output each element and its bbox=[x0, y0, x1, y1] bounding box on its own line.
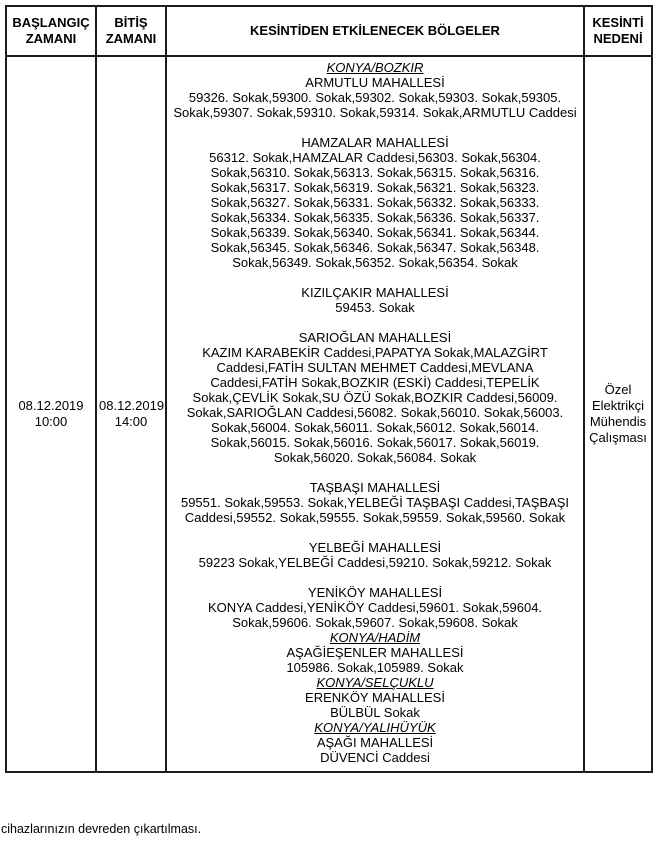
start-time-cell bbox=[6, 56, 96, 772]
neighborhood-block bbox=[172, 60, 578, 120]
district-group bbox=[172, 630, 578, 675]
outage-table bbox=[5, 5, 653, 773]
regions-cell bbox=[166, 56, 584, 772]
street-list: BÜLBÜL Sokak bbox=[330, 705, 420, 720]
neighborhood-name: KIZILÇAKIR MAHALLESİ bbox=[301, 285, 449, 300]
street-list: 105986. Sokak,105989. Sokak bbox=[286, 660, 464, 675]
neighborhood-name: SARIOĞLAN MAHALLESİ bbox=[298, 330, 452, 345]
district-heading: KONYA/YALIHÜYÜK bbox=[314, 720, 436, 735]
end-time-cell bbox=[96, 56, 166, 772]
street-list: KONYA Caddesi,YENİKÖY Caddesi,59601. Sokak,59604. Sokak,59606. Sokak,59607. Sokak,59608. Sokak bbox=[207, 600, 543, 630]
district-group bbox=[172, 60, 578, 630]
district-heading: KONYA/SELÇUKLU bbox=[316, 675, 434, 690]
street-list: 59551. Sokak,59553. Sokak,YELBEĞİ TAŞBAŞI Caddesi,TAŞBAŞI Caddesi,59552. Sokak,59555. Sokak,59559. Sokak,59560. Sokak bbox=[180, 495, 570, 525]
neighborhood-block bbox=[172, 585, 578, 630]
end-date: 08.12.2019 bbox=[99, 398, 165, 413]
start-date: 08.12.2019 bbox=[18, 398, 84, 413]
reason-cell: Özel Elektrikçi Mühendis Çalışması bbox=[584, 56, 652, 772]
district-group bbox=[172, 720, 578, 765]
street-list: KAZIM KARABEKİR Caddesi,PAPATYA Sokak,MALAZGİRT Caddesi,FATİH SULTAN MEHMET Caddesi,MEVLANA Caddesi,FATİH Sokak,BOZKIR (ESKİ) Caddesi,TEPELİK Sokak,ÇEVLİK Sokak,SU ÖZÜ Sokak,BOZKIR Caddesi,56009. Sokak,SARIOĞLAN Caddesi,56082. Sokak,56010. Sokak,56003. Sokak,56004. Sokak,56011. Sokak,56012. Sokak,56014. Sokak,56015. Sokak,56016. Sokak,56017. Sokak,56019. Sokak,56020. Sokak,56084. Sokak bbox=[186, 345, 564, 465]
neighborhood-name: AŞAĞI MAHALLESİ bbox=[316, 735, 434, 750]
end-time: 14:00 bbox=[114, 414, 148, 429]
street-list: 56312. Sokak,HAMZALAR Caddesi,56303. Sokak,56304. Sokak,56310. Sokak,56313. Sokak,56315. Sokak,56316. Sokak,56317. Sokak,56319. Sokak,56321. Sokak,56323. Sokak,56327. Sokak,56331. Sokak,56332. Sokak,56333. Sokak,56334. Sokak,56335. Sokak,56336. Sokak,56337. Sokak,56339. Sokak,56340. Sokak,56341. Sokak,56344. Sokak,56345. Sokak,56346. Sokak,56347. Sokak,56348. Sokak,56349. Sokak,56352. Sokak,56354. Sokak bbox=[209, 150, 541, 270]
neighborhood-block bbox=[172, 330, 578, 465]
neighborhood-name: ERENKÖY MAHALLESİ bbox=[305, 690, 445, 705]
header-outage-reason: KESİNTİ NEDENİ bbox=[584, 6, 652, 56]
neighborhood-block bbox=[172, 540, 578, 570]
start-time: 10:00 bbox=[34, 414, 68, 429]
district-heading: KONYA/HADİM bbox=[329, 630, 421, 645]
neighborhood-block bbox=[172, 135, 578, 270]
neighborhood-name: AŞAĞİEŞENLER MAHALLESİ bbox=[286, 645, 464, 660]
neighborhood-name: YENİKÖY MAHALLESİ bbox=[307, 585, 443, 600]
header-end-time: BİTİŞ ZAMANI bbox=[96, 6, 166, 56]
table-header-row bbox=[6, 6, 652, 56]
street-list: 59453. Sokak bbox=[335, 300, 415, 315]
neighborhood-block bbox=[172, 675, 578, 720]
neighborhood-block bbox=[172, 480, 578, 525]
neighborhood-name: ARMUTLU MAHALLESİ bbox=[305, 75, 445, 90]
table-row bbox=[6, 56, 652, 772]
street-list: DÜVENCİ Caddesi bbox=[320, 750, 430, 765]
district-group bbox=[172, 675, 578, 720]
neighborhood-block bbox=[172, 720, 578, 765]
header-start-time: BAŞLANGIÇ ZAMANI bbox=[6, 6, 96, 56]
neighborhood-block bbox=[172, 630, 578, 675]
header-affected-regions: KESİNTİDEN ETKİLENECEK BÖLGELER bbox=[166, 6, 584, 56]
street-list: 59326. Sokak,59300. Sokak,59302. Sokak,59303. Sokak,59305. Sokak,59307. Sokak,59310. Sokak,59314. Sokak,ARMUTLU Caddesi bbox=[173, 90, 577, 120]
neighborhood-name: HAMZALAR MAHALLESİ bbox=[301, 135, 449, 150]
district-heading: KONYA/BOZKIR bbox=[326, 60, 424, 75]
neighborhood-block bbox=[172, 285, 578, 315]
street-list: 59223 Sokak,YELBEĞİ Caddesi,59210. Sokak,59212. Sokak bbox=[198, 555, 552, 570]
neighborhood-name: YELBEĞİ MAHALLESİ bbox=[308, 540, 442, 555]
neighborhood-name: TAŞBAŞI MAHALLESİ bbox=[309, 480, 441, 495]
footer-note: cihazlarınızın devreden çıkartılması. bbox=[1, 822, 202, 836]
